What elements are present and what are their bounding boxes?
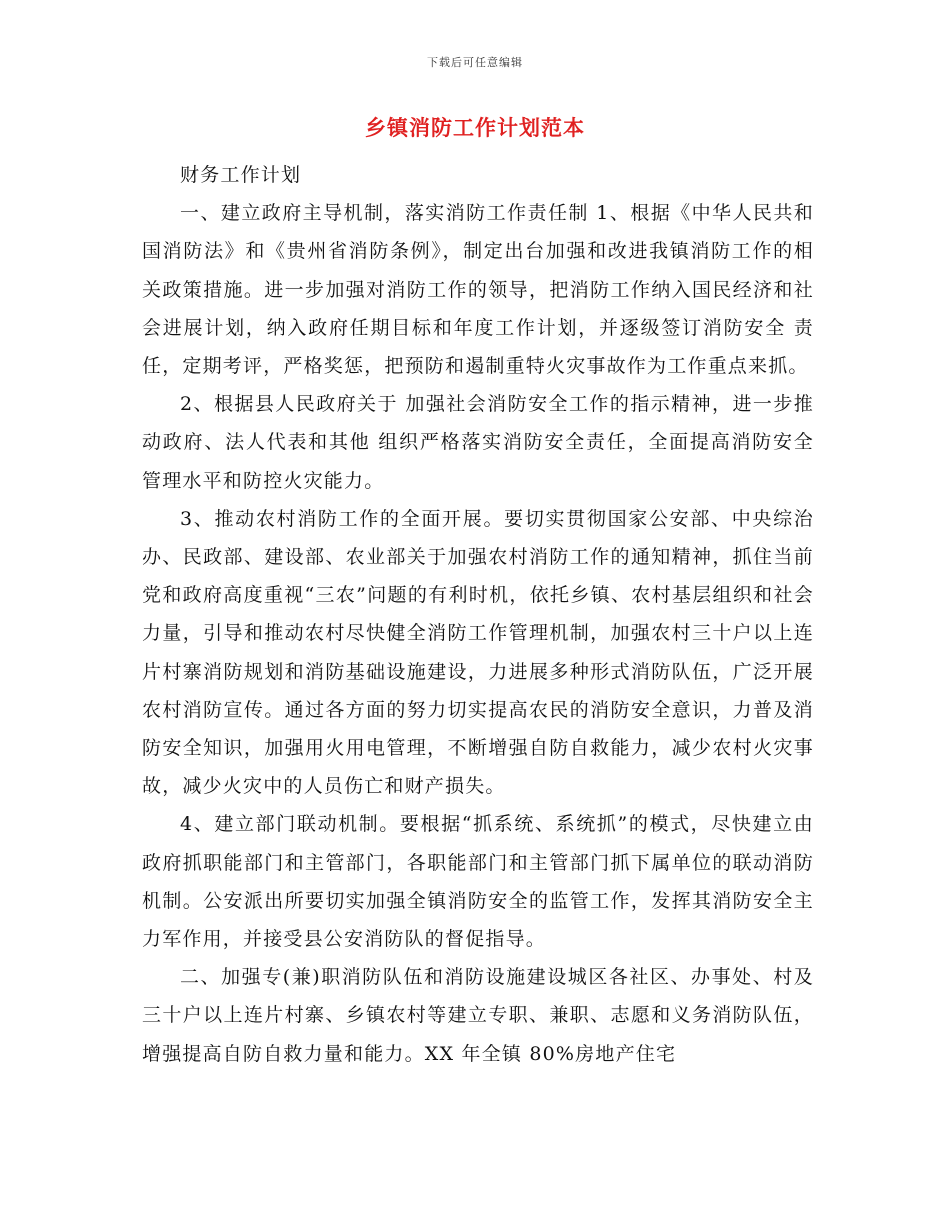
paragraph: 2、根据县人民政府关于 加强社会消防安全工作的指示精神，进一步推动政府、法人代表和其他 组织严格落实消防安全责任，全面提高消防安全管理水平和防控火灾能力。 bbox=[142, 393, 814, 492]
document-body bbox=[142, 156, 814, 1073]
header-note: 下载后可任意编辑 bbox=[427, 56, 523, 69]
document-title: 乡镇消防工作计划范本 bbox=[365, 115, 585, 140]
paragraph: 一、建立政府主导机制，落实消防工作责任制 1、根据《中华人民共和国消防法》和《贵州省消防条例》，制定出台加强和改进我镇消防工作的相关政策措施。进一步加强对消防工作的领导，把消防工作纳入国民经济和社会进展计划，纳入政府任期目标和年度工作计划，并逐级签订消防安全 责任，定期考评，严格奖惩，把预防和遏制重特火灾事故作为工作重点来抓。 bbox=[142, 202, 814, 378]
paragraph: 财务工作计划 bbox=[180, 164, 302, 186]
paragraph: 4、建立部门联动机制。要根据“抓系统、系统抓”的模式，尽快建立由政府抓职能部门和主管部门，各职能部门和主管部门抓下属单位的联动消防机制。公安派出所要切实加强全镇消防安全的监管工作，发挥其消防安全主力军作用，并接受县公安消防队的督促指导。 bbox=[142, 813, 814, 951]
paragraph: 二、加强专(兼)职消防队伍和消防设施建设城区各社区、办事处、村及三十户以上连片村寨、乡镇农村等建立专职、兼职、志愿和义务消防队伍，增强提高自防自救力量和能力。XX 年全镇 80%房地产住宅 bbox=[142, 966, 814, 1065]
paragraph: 3、推动农村消防工作的全面开展。要切实贯彻国家公安部、中央综治办、民政部、建设部、农业部关于加强农村消防工作的通知精神，抓住当前党和政府高度重视“三农”问题的有利时机，依托乡镇、农村基层组织和社会力量，引导和推动农村尽快健全消防工作管理机制，加强农村三十户以上连片村寨消防规划和消防基础设施建设，力进展多种形式消防队伍，广泛开展农村消防宣传。通过各方面的努力切实提高农民的消防安全意识，力普及消防安全知识，加强用火用电管理，不断增强自防自救能力，减少农村火灾事故，减少火灾中的人员伤亡和财产损失。 bbox=[142, 507, 814, 798]
